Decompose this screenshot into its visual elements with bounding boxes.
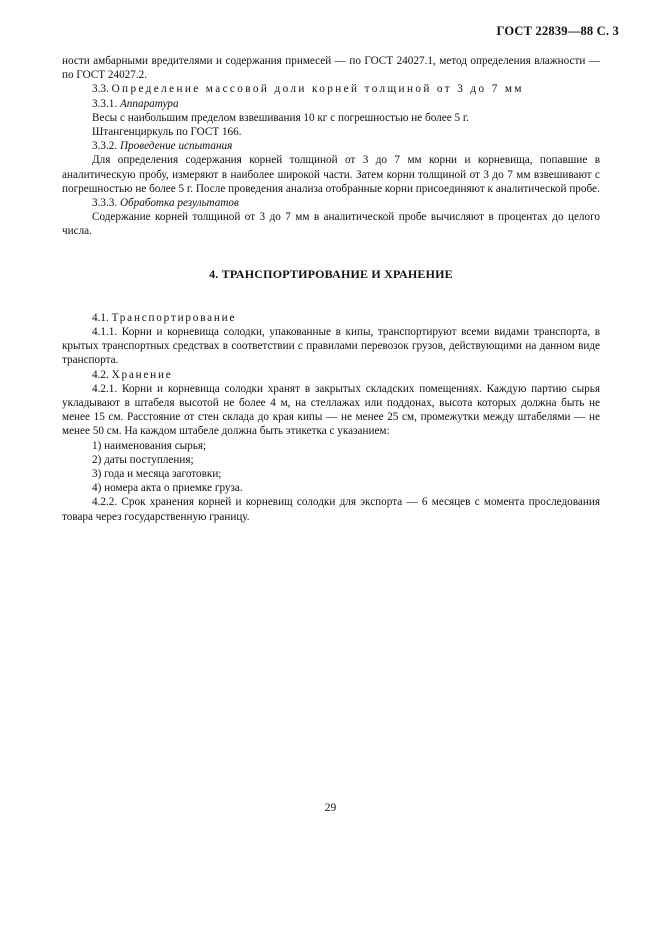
paragraph-continuation: ности амбарными вредителями и содержания примесей — по ГОСТ 24027.1, метод определения влажности — по ГОСТ 24027.2. <box>62 55 600 82</box>
page-number: 29 <box>324 802 337 814</box>
subsection-number: 3.3. <box>92 83 109 96</box>
paragraph-4-1-1: 4.1.1. Корни и корневища солодки, упакованные в кипы, транспортируют всеми видами транспорта, в крытых транспортных средствах в соответствии с правилами перевозок грузов, действующими на данном виде транспорта. <box>62 326 600 367</box>
list-item: 2) даты поступления; <box>92 453 194 466</box>
subsection-number: 4.1. <box>92 311 109 324</box>
subsection-3-3-1 <box>62 97 600 111</box>
list-item: 4) номера акта о приемке груза. <box>92 482 243 495</box>
subsection-title: Проведение испытания <box>119 140 233 153</box>
subsection-title: Транспортирование <box>111 311 237 324</box>
subsection-number: 3.3.1. <box>92 97 118 110</box>
subsection-4-1 <box>62 311 600 325</box>
subsection-3-3 <box>62 82 600 96</box>
document-body <box>62 54 600 524</box>
paragraph-scales: Весы с наибольшим пределом взвешивания 10 кг с погрешностью не более 5 г. <box>92 111 469 124</box>
subsection-number: 4.2. <box>92 368 109 381</box>
subsection-title: Аппаратура <box>119 97 179 110</box>
paragraph-4-2-2: 4.2.2. Срок хранения корней и корневищ солодки для экспорта — 6 месяцев с момента проследования товара через государственную границу. <box>62 496 600 523</box>
paragraph-results: Содержание корней толщиной от 3 до 7 мм в аналитической пробе вычисляют в процентах до целого числа. <box>62 211 600 238</box>
list-item: 3) года и месяца заготовки; <box>92 468 222 481</box>
subsection-4-2 <box>62 368 600 382</box>
subsection-3-3-2 <box>62 139 600 153</box>
page-header: ГОСТ 22839—88 С. 3 <box>496 24 619 38</box>
section-title: 4. ТРАНСПОРТИРОВАНИЕ И ХРАНЕНИЕ <box>209 266 453 281</box>
subsection-title: Хранение <box>111 368 173 381</box>
paragraph-caliper: Штангенциркуль по ГОСТ 166. <box>92 126 242 139</box>
paragraph-4-2-1: 4.2.1. Корни и корневища солодки хранят в закрытых складских помещениях. Каждую партию сырья укладывают в штабеля высотой не более 4 м, на стеллажах или поддонах, высота которых должна быть не менее 15 см. Расстояние от стен склада до края кипы — не менее 25 см, промежутки между штабелями — не менее 50 см. На каждом штабеле должна быть этикетка с указанием: <box>62 382 600 438</box>
subsection-number: 3.3.2. <box>92 140 118 153</box>
subsection-number: 3.3.3. <box>92 197 118 210</box>
list-item: 1) наименования сырья; <box>92 439 207 452</box>
paragraph-test-procedure: Для определения содержания корней толщиной от 3 до 7 мм корни и корневища, попавшие в аналитическую пробу, измеряют в наиболее широкой части. Затем корни толщиной от 3 до 7 мм взвешивают с погрешностью не более 5 г. После проведения анализа отобранные корни присоединяют к аналитической пробе. <box>62 154 600 195</box>
subsection-title: Определение массовой доли корней толщиной от 3 до 7 мм <box>111 83 524 96</box>
subsection-3-3-3 <box>62 196 600 210</box>
subsection-title: Обработка результатов <box>119 197 239 210</box>
